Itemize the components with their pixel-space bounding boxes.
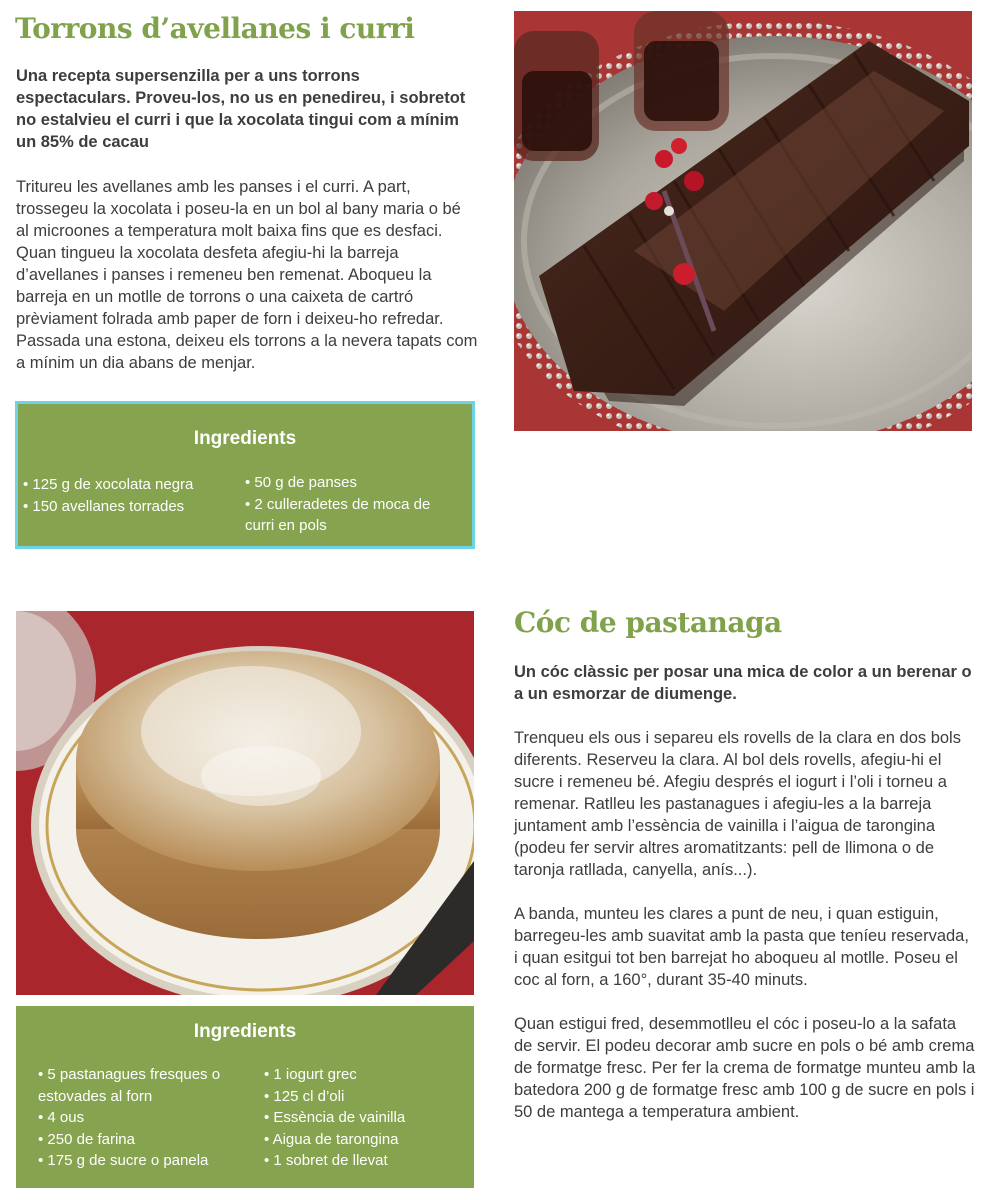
ingredient-item: • 150 avellanes torrades (23, 496, 245, 518)
ingredients-list-left (38, 1064, 264, 1172)
ingredients-heading: Ingredients (193, 1021, 297, 1042)
recipe-title: Cóc de pastanaga (514, 606, 782, 639)
ingredient-item: • 50 g de panses (245, 472, 457, 494)
ingredient-item: • 125 g de xocolata negra (23, 474, 245, 496)
ingredient-item: • 4 ous (38, 1107, 264, 1129)
recipe-intro: Una recepta supersenzilla per a uns torrons espectaculars. Proveu-los, no us en penedireu, i sobretot no estalvieu el curri i que la xocolata tingui com a mínim un 85% de cacau (16, 67, 466, 151)
ingredient-item: • Essència de vainilla (264, 1107, 464, 1129)
ingredient-item: • 2 culleradetes de moca de curri en pols (245, 494, 457, 537)
ingredients-box (15, 401, 475, 549)
ingredient-item: • 125 cl d’oli (264, 1086, 464, 1108)
ingredients-list-right (245, 472, 457, 537)
recipe-title: Torrons d’avellanes i curri (15, 12, 415, 45)
instruction-paragraph: Trenqueu els ous i separeu els rovells de la clara en dos bols diferents. Reserveu la clara. Al bol dels rovells, afegiu-hi el sucre i remeneu bé. Afegiu després el iogurt i l’oli i torneu a remenar. Ratlleu les pastanagues i afegiu-les a la barreja juntament amb l’essència de vainilla i l’aigua de tarongina (podeu fer servir altres aromatitzants: pell de llimona o de taronja ratllada, canyella, anís...). (514, 729, 961, 879)
instruction-paragraph: Tritureu les avellanes amb les panses i el curri. A part, trossegeu la xocolata i poseu-la en un bol al bany maria o bé al microones a temperatura molt baixa fins que es desfaci. Quan tingueu la xocolata desfeta afegiu-hi la barreja d’avellanes i panses i remeneu ben remenat. Aboqueu la barreja en un motlle de torrons o una caixeta de cartró prèviament folrada amb paper de forn i deixeu-ho refredar. Passada una estona, deixeu els torrons a la nevera tapats com a mínim un dia abans de menjar. (16, 178, 478, 372)
recipe-intro: Un cóc clàssic per posar una mica de color a un berenar o a un esmorzar de diumenge. (514, 663, 972, 703)
carrot-cake-photo (16, 611, 474, 995)
recipe-instructions (514, 727, 976, 1123)
instruction-paragraph: A banda, munteu les clares a punt de neu, i quan estiguin, barregeu-les amb suavitat amb la pasta que teníeu reservada, i quan esitgui tot ben barrejat ho aboqueu al motlle. Poseu el coc al forn, a 160°, durant 35-40 minuts. (514, 905, 969, 989)
ingredients-box (16, 1006, 474, 1188)
ingredient-item: • 1 iogurt grec (264, 1064, 464, 1086)
ingredient-item: • 1 sobret de llevat (264, 1150, 464, 1172)
ingredient-item: • Aigua de tarongina (264, 1129, 464, 1151)
ingredient-item: • 5 pastanagues fresques o estovades al forn (38, 1064, 264, 1107)
instruction-paragraph: Quan estigui fred, desemmotlleu el cóc i poseu-lo a la safata de servir. El podeu decorar amb sucre en pols o bé amb crema de formatge fresc. Per fer la crema de formatge munteu amb la batedora 200 g de formatge fresc amb 100 g de sucre en pols i 50 de mantega a temperatura ambient. (514, 1015, 976, 1121)
ingredients-list-right (264, 1064, 464, 1172)
ingredient-item: • 250 de farina (38, 1129, 264, 1151)
ingredient-item: • 175 g de sucre o panela (38, 1150, 264, 1172)
ingredients-list-left (23, 474, 245, 537)
ingredients-heading: Ingredients (193, 428, 297, 449)
recipe-instructions (16, 176, 478, 374)
chocolate-nougat-photo (514, 11, 972, 431)
